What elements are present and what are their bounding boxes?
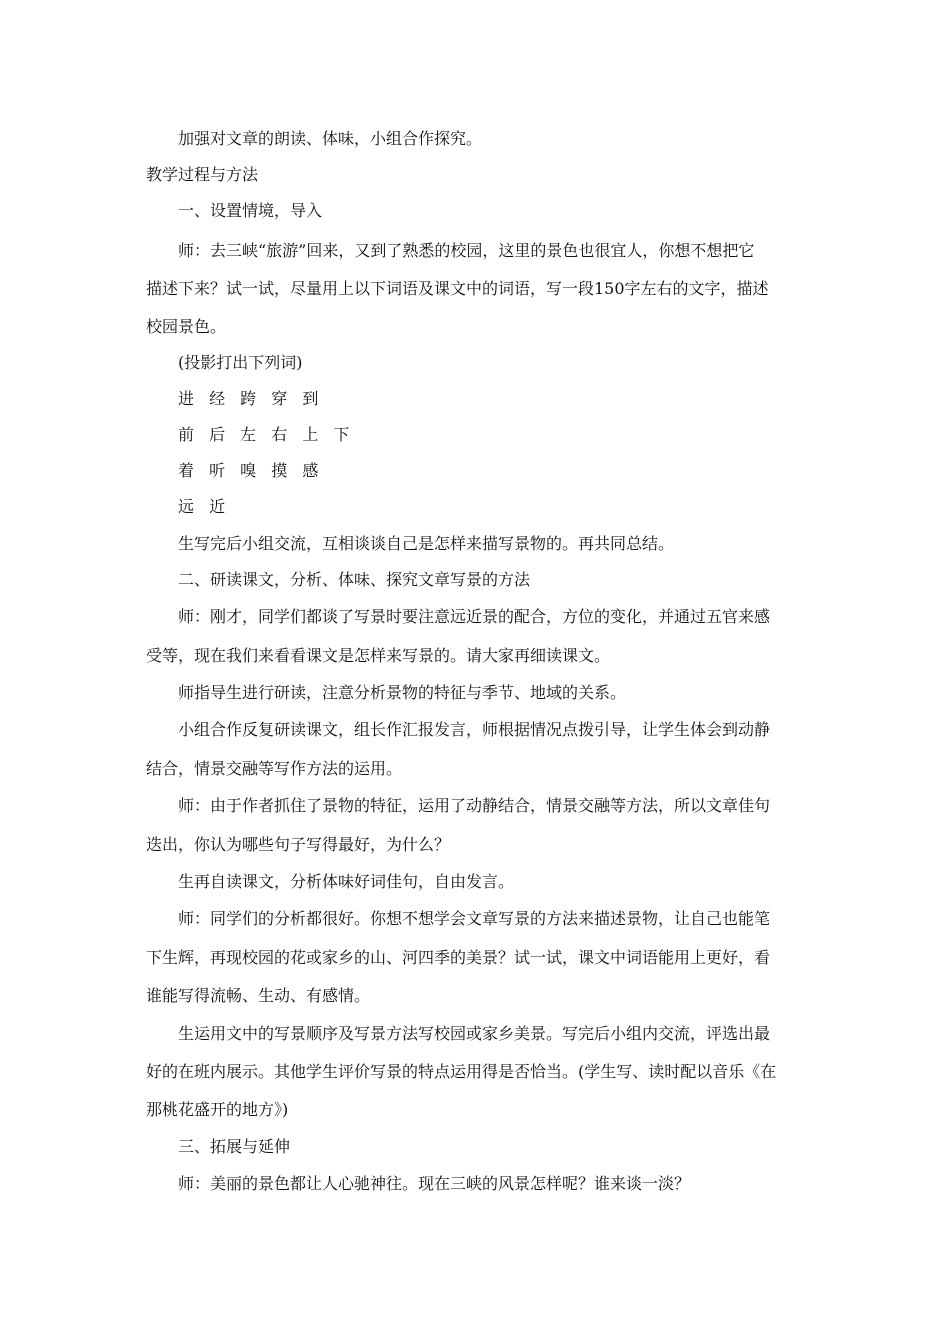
text-line: 下生辉，再现校园的花或家乡的山、河四季的美景？试一试，课文中词语能用上更好，看 (146, 948, 771, 967)
text-line: 小组合作反复研读课文，组长作汇报发言，师根据情况点拨引导，让学生体会到动静 (178, 720, 771, 739)
text-line: 迭出，你认为哪些句子写得最好，为什么？ (146, 835, 451, 854)
text-line: 师：刚才，同学们都谈了写景时要注意远近景的配合，方位的变化，并通过五官来感 (178, 607, 771, 626)
text-line: 生运用文中的写景顺序及写景方法写校园或家乡美景。写完后小组内交流，评选出最 (178, 1024, 771, 1043)
text-line: 生写完后小组交流，互相谈谈自己是怎样来描写景物的。再共同总结。 (178, 534, 675, 553)
text-line: 好的在班内展示。其他学生评价写景的特点运用得是否恰当。(学生写、读时配以音乐《在 (146, 1062, 777, 1081)
word-list-line: 进 经 跨 穿 到 (178, 389, 324, 408)
text-line: 师：去三峡“旅游”回来，又到了熟悉的校园，这里的景色也很宜人，你想不想把它 (178, 241, 755, 260)
text-line: 加强对文章的朗读、体味，小组合作探究。 (178, 129, 483, 148)
text-line: 结合，情景交融等写作方法的运用。 (146, 759, 403, 778)
text-line: 师：美丽的景色都让人心驰神往。现在三峡的风景怎样呢？谁来谈一淡？ (178, 1174, 691, 1193)
text-line: 受等，现在我们来看看课文是怎样来写景的。请大家再细读课文。 (146, 646, 611, 665)
text-line: 师：由于作者抓住了景物的特征，运用了动静结合，情景交融等方法，所以文章佳句 (178, 796, 771, 815)
word-list-line: 远 近 (178, 497, 231, 516)
text-line: (投影打出下列词) (178, 353, 303, 372)
word-list-line: 着 听 嗅 摸 感 (178, 461, 324, 480)
text-line: 师指导生进行研读，注意分析景物的特征与季节、地域的关系。 (178, 683, 627, 702)
text-line: 生再自读课文，分析体味好词佳句，自由发言。 (178, 872, 515, 891)
text-line: 那桃花盛开的地方》) (146, 1100, 289, 1119)
text-line: 校园景色。 (146, 317, 227, 336)
word-list-line: 前 后 左 右 上 下 (178, 425, 355, 444)
section-heading: 一、设置情境，导入 (178, 201, 323, 220)
section-heading: 三、拓展与延伸 (178, 1137, 291, 1156)
text-line: 描述下来？试一试，尽量用上以下词语及课文中的词语，写一段150字左右的文字，描述 (146, 279, 769, 298)
section-heading: 教学过程与方法 (146, 165, 259, 184)
section-heading: 二、研读课文，分析、体味、探究文章写景的方法 (178, 570, 531, 589)
text-line: 师：同学们的分析都很好。你想不想学会文章写景的方法来描述景物，让自己也能笔 (178, 909, 771, 928)
text-line: 谁能写得流畅、生动、有感情。 (146, 986, 371, 1005)
